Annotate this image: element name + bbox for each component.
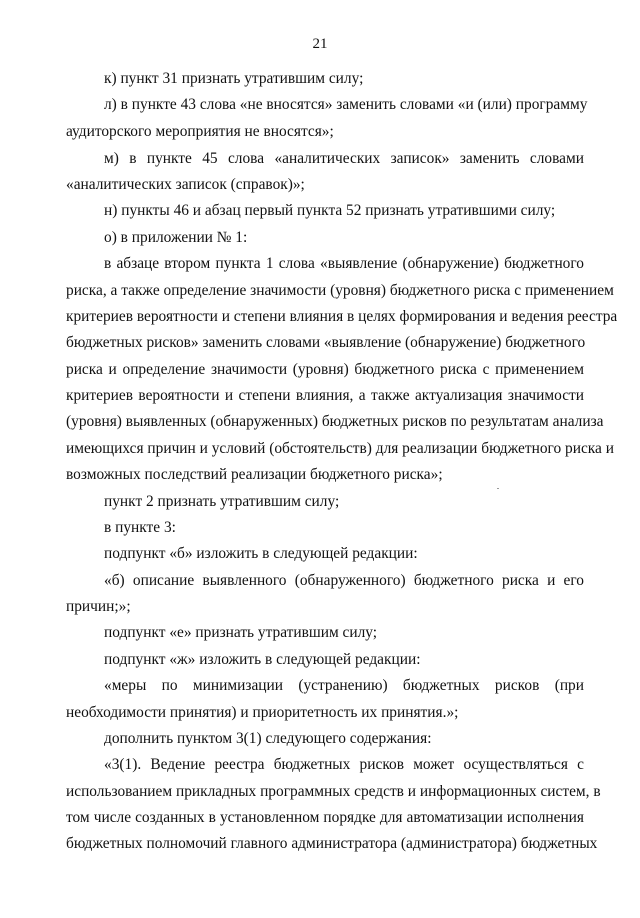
text-line: в пункте 3: <box>104 519 176 536</box>
text-line: к) пункт 31 признать утратившим силу; <box>104 70 364 87</box>
text-line: «аналитических записок (справок)»; <box>66 176 305 193</box>
text-line: причин;»; <box>66 598 131 615</box>
text-line: «меры по минимизации (устранению) бюджетных рисков (при <box>104 677 584 694</box>
text-line: подпункт «е» признать утратившим силу; <box>104 624 378 641</box>
text-line: о) в приложении № 1: <box>104 229 248 246</box>
text-line: бюджетных рисков» заменить словами «выявление (обнаружение) бюджетного <box>66 334 586 351</box>
text-line: «б) описание выявленного (обнаруженного) бюджетного риска и его <box>104 572 584 589</box>
text-line: м) в пункте 45 слова «аналитических записок» заменить словами <box>104 150 584 167</box>
text-line: риска, а также определение значимости (уровня) бюджетного риска с применением <box>66 282 614 299</box>
text-line: в абзаце втором пункта 1 слова «выявление (обнаружение) бюджетного <box>104 255 584 272</box>
text-line: бюджетных полномочий главного администратора (администратора) бюджетных <box>66 835 598 852</box>
text-line: возможных последствий реализации бюджетного риска»; <box>66 466 443 483</box>
text-line: аудиторского мероприятия не вносятся»; <box>66 123 334 140</box>
text-line: том числе созданных в установленном порядке для автоматизации исполнения <box>66 809 584 826</box>
text-line: л) в пункте 43 слова «не вносятся» заменить словами «и (или) программу <box>104 96 588 113</box>
scan-speck <box>497 488 499 489</box>
text-line: н) пункты 46 и абзац первый пункта 52 признать утратившими силу; <box>104 202 556 219</box>
text-line: критериев вероятности и степени влияния, а также актуализация значимости <box>66 387 584 404</box>
text-line: риска и определение значимости (уровня) бюджетного риска с применением <box>66 361 584 378</box>
text-line: подпункт «б» изложить в следующей редакции: <box>104 545 418 562</box>
page-number: 21 <box>312 36 328 52</box>
text-line: дополнить пунктом 3(1) следующего содержания: <box>104 730 432 747</box>
text-line: подпункт «ж» изложить в следующей редакции: <box>104 651 421 668</box>
text-line: критериев вероятности и степени влияния в целях формирования и ведения реестра <box>66 308 618 325</box>
text-line: необходимости принятия) и приоритетность их принятия.»; <box>66 704 459 721</box>
text-line: пункт 2 признать утратившим силу; <box>104 493 340 510</box>
text-line: «3(1). Ведение реестра бюджетных рисков может осуществляться с <box>104 756 584 773</box>
text-line: использованием прикладных программных средств и информационных систем, в <box>66 783 601 800</box>
text-line: (уровня) выявленных (обнаруженных) бюджетных рисков по результатам анализа <box>66 413 604 430</box>
text-line: имеющихся причин и условий (обстоятельств) для реализации бюджетного риска и <box>66 440 614 457</box>
